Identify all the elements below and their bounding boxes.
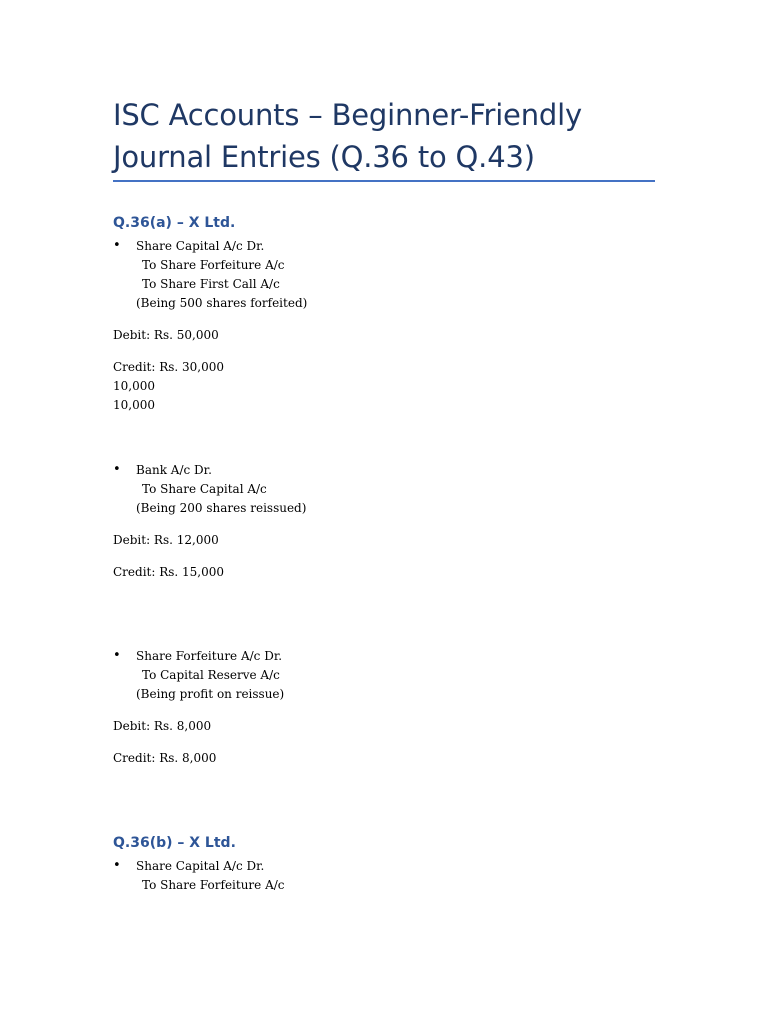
credit-account-line: To Share Capital A/c	[142, 482, 267, 496]
narration-line: (Being 200 shares reissued)	[136, 501, 307, 515]
section-heading-q36b: Q.36(b) – X Ltd.	[113, 835, 236, 851]
bullet-icon: •	[113, 858, 121, 873]
credit-amount-extra: 10,000	[113, 398, 155, 412]
bullet-icon: •	[113, 462, 121, 477]
document-title: ISC Accounts – Beginner-Friendly Journal Entries (Q.36 to Q.43)	[113, 98, 582, 174]
credit-account-line: To Share Forfeiture A/c	[142, 258, 285, 272]
debit-account-line: Bank A/c Dr.	[136, 463, 212, 477]
journal-entry	[113, 647, 284, 704]
debit-amount: Debit: Rs. 50,000	[113, 328, 219, 342]
bullet-icon: •	[113, 648, 121, 663]
title-underline	[113, 180, 655, 182]
debit-amount: Debit: Rs. 12,000	[113, 533, 219, 547]
debit-account-line: Share Forfeiture A/c Dr.	[136, 649, 283, 663]
debit-amount: Debit: Rs. 8,000	[113, 719, 212, 733]
credit-amount-block	[113, 358, 224, 415]
credit-account-line: To Capital Reserve A/c	[142, 668, 280, 682]
credit-amount: Credit: Rs. 15,000	[113, 565, 225, 579]
credit-account-line: To Share First Call A/c	[142, 277, 280, 291]
bullet-icon: •	[113, 238, 121, 253]
journal-entry	[113, 237, 307, 313]
credit-account-line: To Share Forfeiture A/c	[142, 878, 285, 892]
debit-account-line: Share Capital A/c Dr.	[136, 859, 265, 873]
debit-account-line: Share Capital A/c Dr.	[136, 239, 265, 253]
credit-amount: Credit: Rs. 8,000	[113, 751, 217, 765]
narration-line: (Being profit on reissue)	[136, 687, 285, 701]
journal-entry	[113, 461, 306, 518]
section-heading-q36a: Q.36(a) – X Ltd.	[113, 215, 236, 231]
journal-entry	[113, 857, 285, 895]
credit-amount-extra: 10,000	[113, 379, 155, 393]
narration-line: (Being 500 shares forfeited)	[136, 296, 308, 310]
credit-amount: Credit: Rs. 30,000	[113, 360, 225, 374]
